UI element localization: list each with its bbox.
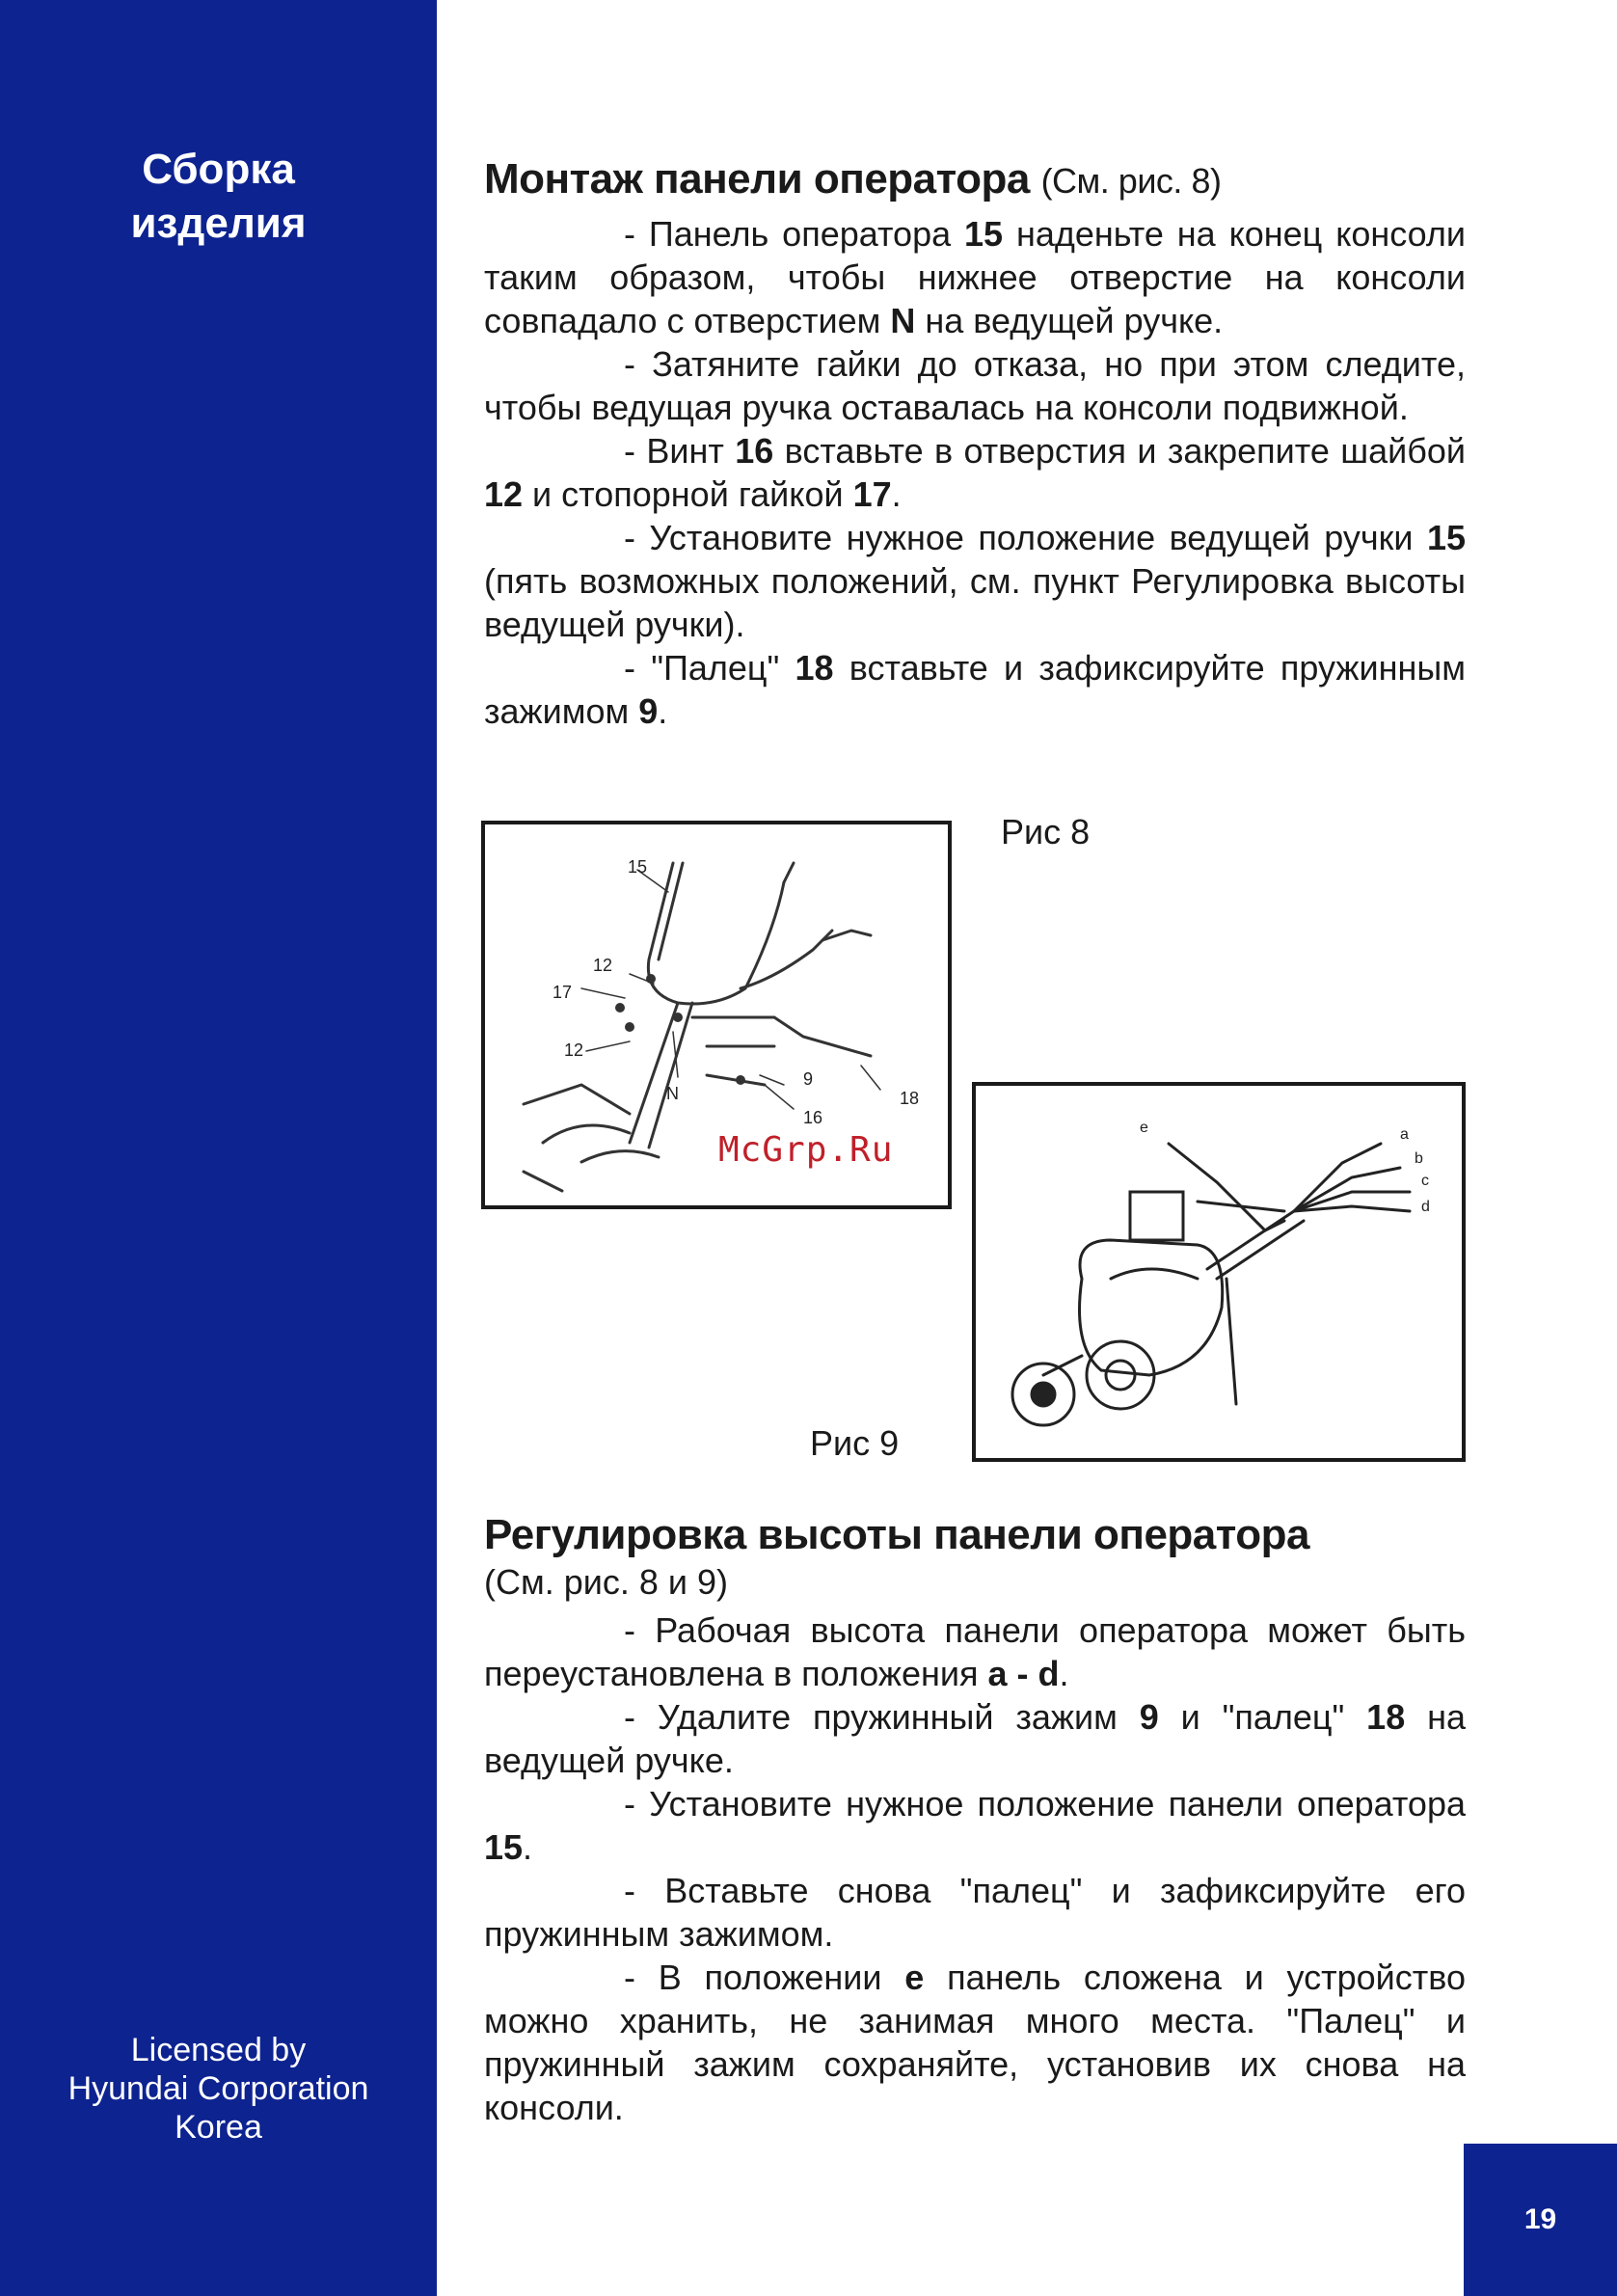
section1-paragraph-4: - Установите нужное положение ведущей ручки 15 (пять возможных положений, см. пункт Регулировка высоты ведущей ручки). xyxy=(484,518,1466,644)
figure-9-caption: Рис 9 xyxy=(810,1423,900,1463)
license-line2: Hyundai Corporation xyxy=(67,2070,369,2107)
section1-heading xyxy=(484,154,1466,206)
fig9-label-d: d xyxy=(1421,1199,1430,1215)
sidebar xyxy=(0,0,437,2296)
fig8-label-17: 17 xyxy=(552,983,573,1002)
fig8-label-9: 9 xyxy=(803,1069,814,1089)
license-note xyxy=(0,2031,437,2147)
section1-paragraph-3: - Винт 16 вставьте в отверстия и закрепите шайбой 12 и стопорной гайкой 17. xyxy=(484,431,1466,514)
section-title xyxy=(0,143,437,251)
license-line1: Licensed by xyxy=(130,2032,307,2068)
page-number-text: 19 xyxy=(1523,2203,1557,2235)
section2-heading-ref: (См. рис. 8 и 9) xyxy=(484,1562,729,1602)
watermark: McGrp.Ru xyxy=(718,1130,894,1170)
section1-paragraph-5: - "Палец" 18 вставьте и зафиксируйте пружинным зажимом 9. xyxy=(484,648,1467,731)
section-operator-panel-height-adjustment xyxy=(484,1510,1466,2129)
fig8-label-18: 18 xyxy=(900,1089,920,1108)
fig8-label-12-lower: 12 xyxy=(564,1040,584,1060)
fig9-label-b: b xyxy=(1415,1150,1423,1167)
section-operator-panel-mounting xyxy=(484,154,1466,733)
section1-paragraph-2: - Затяните гайки до отказа, но при этом следите, чтобы ведущая ручка оставалась на консоли подвижной. xyxy=(484,344,1466,427)
section2-paragraph-1: - Рабочая высота панели оператора может быть переустановлена в положения a - d. xyxy=(484,1610,1466,1693)
section-title-line2: изделия xyxy=(130,200,307,247)
license-line3: Korea xyxy=(175,2109,262,2146)
page-number xyxy=(1464,2144,1617,2296)
section2-heading: Регулировка высоты панели оператора xyxy=(484,1511,1309,1558)
section1-heading-ref: (См. рис. 8) xyxy=(1040,161,1222,201)
section2-paragraph-2: - Удалите пружинный зажим 9 и "палец" 18 на ведущей ручке. xyxy=(484,1697,1466,1780)
fig9-label-a: a xyxy=(1400,1126,1409,1143)
figure-9-drawing xyxy=(976,1086,1462,1458)
fig9-label-c: c xyxy=(1421,1173,1429,1189)
section1-paragraph-1: - Панель оператора 15 наденьте на конец консоли таким образом, чтобы нижнее отверстие на консоли совпадало с отверстием N на ведущей ручке. xyxy=(484,214,1466,340)
fig8-label-15: 15 xyxy=(628,857,648,877)
section-title-line1: Сборка xyxy=(142,146,295,193)
section1-heading-text: Монтаж панели оператора xyxy=(484,155,1030,203)
figure-9 xyxy=(972,1082,1466,1462)
figure-8-caption: Рис 8 xyxy=(1001,812,1091,851)
fig8-label-12-upper: 12 xyxy=(593,956,613,975)
fig8-label-16: 16 xyxy=(803,1108,823,1127)
fig9-label-e: e xyxy=(1140,1120,1148,1136)
fig8-label-N: N xyxy=(666,1084,679,1103)
section2-paragraph-5: - В положении e панель сложена и устройство можно хранить, не занимая много места. "Палец" и пружинный зажим сохраняйте, установив их снова на консоли. xyxy=(484,1958,1466,2127)
section2-paragraph-4: - Вставьте снова "палец" и зафиксируйте его пружинным зажимом. xyxy=(484,1871,1466,1954)
section2-paragraph-3: - Установите нужное положение панели оператора 15. xyxy=(484,1784,1466,1867)
